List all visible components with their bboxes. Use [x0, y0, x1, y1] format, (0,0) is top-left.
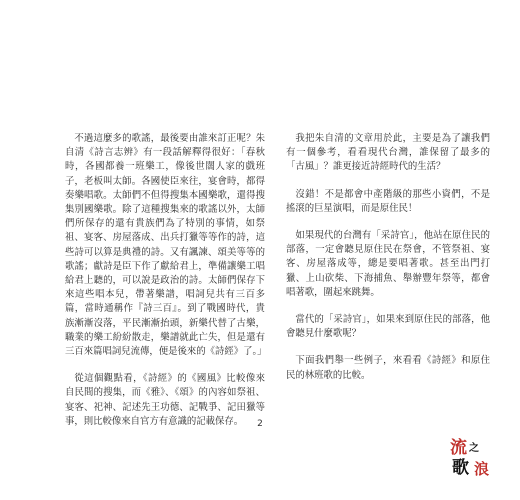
logo: [448, 438, 500, 484]
right-column: [286, 132, 490, 396]
paragraph: 不過這麼多的歌謠，最後要由誰來訂正呢？朱自清《詩言志辨》有一段話解釋得很好：「春秋時，各國都養一班樂工，像後世闊人家的戲班子，老板叫太師。各國使臣來往，宴會時，都得奏樂唱歌。太師們不但得搜集本國樂歌，還得搜集別國樂歌。除了這種搜集來的歌謠以外，太師們所保存的還有貴族們為了特別的事情，如祭祖、宴客、房屋落成、出兵打獵等等作的詩，這些詩可以算是典禮的詩。又有諷諫、頌美等等的歌謠；獻詩是臣下作了獻給君上，準備讓樂工唱給君上聽的，可以說是政治的詩。太師們保存下來這些唱本兒，帶著樂譜，唱詞兒共有三百多篇，當時通稱作『詩三百』。到了戰國時代，貴族漸漸沒落，平民漸漸抬頭，新樂代替了古樂，職業的樂工紛紛散走，樂譜就此亡失，但是還有三百來篇唱詞兒流傳，便是後來的《詩經》了。」: [65, 133, 267, 358]
logo-char: 歌: [452, 458, 469, 478]
left-column: [65, 132, 265, 442]
logo-char: 浪: [474, 460, 490, 478]
paragraph: 當代的「采詩官」，如果來到原住民的部落，他會聽見什麼歌呢？: [286, 314, 490, 340]
paragraph: 下面我們舉一些例子，來看看《詩經》和原住民的林班歌的比較。: [286, 355, 490, 381]
paragraph: 沒錯！不是都會中產階級的那些小資們，不是搖滾的巨星演唱，而是原住民！: [286, 188, 490, 214]
paragraph: 如果現代的台灣有「采詩官」，他站在原住民的部落，一定會聽見原住民在祭會，不管祭祖、宴客、房屋落成等，總是要唱著歌。甚至出門打獵、上山砍柴、下海捕魚、舉辦豐年祭等，都會唱著歌，圍起來跳舞。: [286, 230, 490, 298]
logo-char: 流: [450, 438, 467, 458]
logo-char: 之: [469, 443, 479, 454]
paragraph: 我把朱自清的文章用於此，主要是為了讓我們有一個參考，看看現代台灣，誰保留了最多的「古風」？誰更接近詩經時代的生活？: [286, 133, 490, 173]
page-number: 2: [257, 419, 263, 429]
paragraph: 從這個觀點看，《詩經》的《國風》比較像來自民間的搜集，而《雅》、《頌》的內容如祭祖、宴客、祀神、記述先王功德、記戰爭、記田獵等事，則比較像來自官方有意識的記載保存。: [65, 373, 265, 427]
